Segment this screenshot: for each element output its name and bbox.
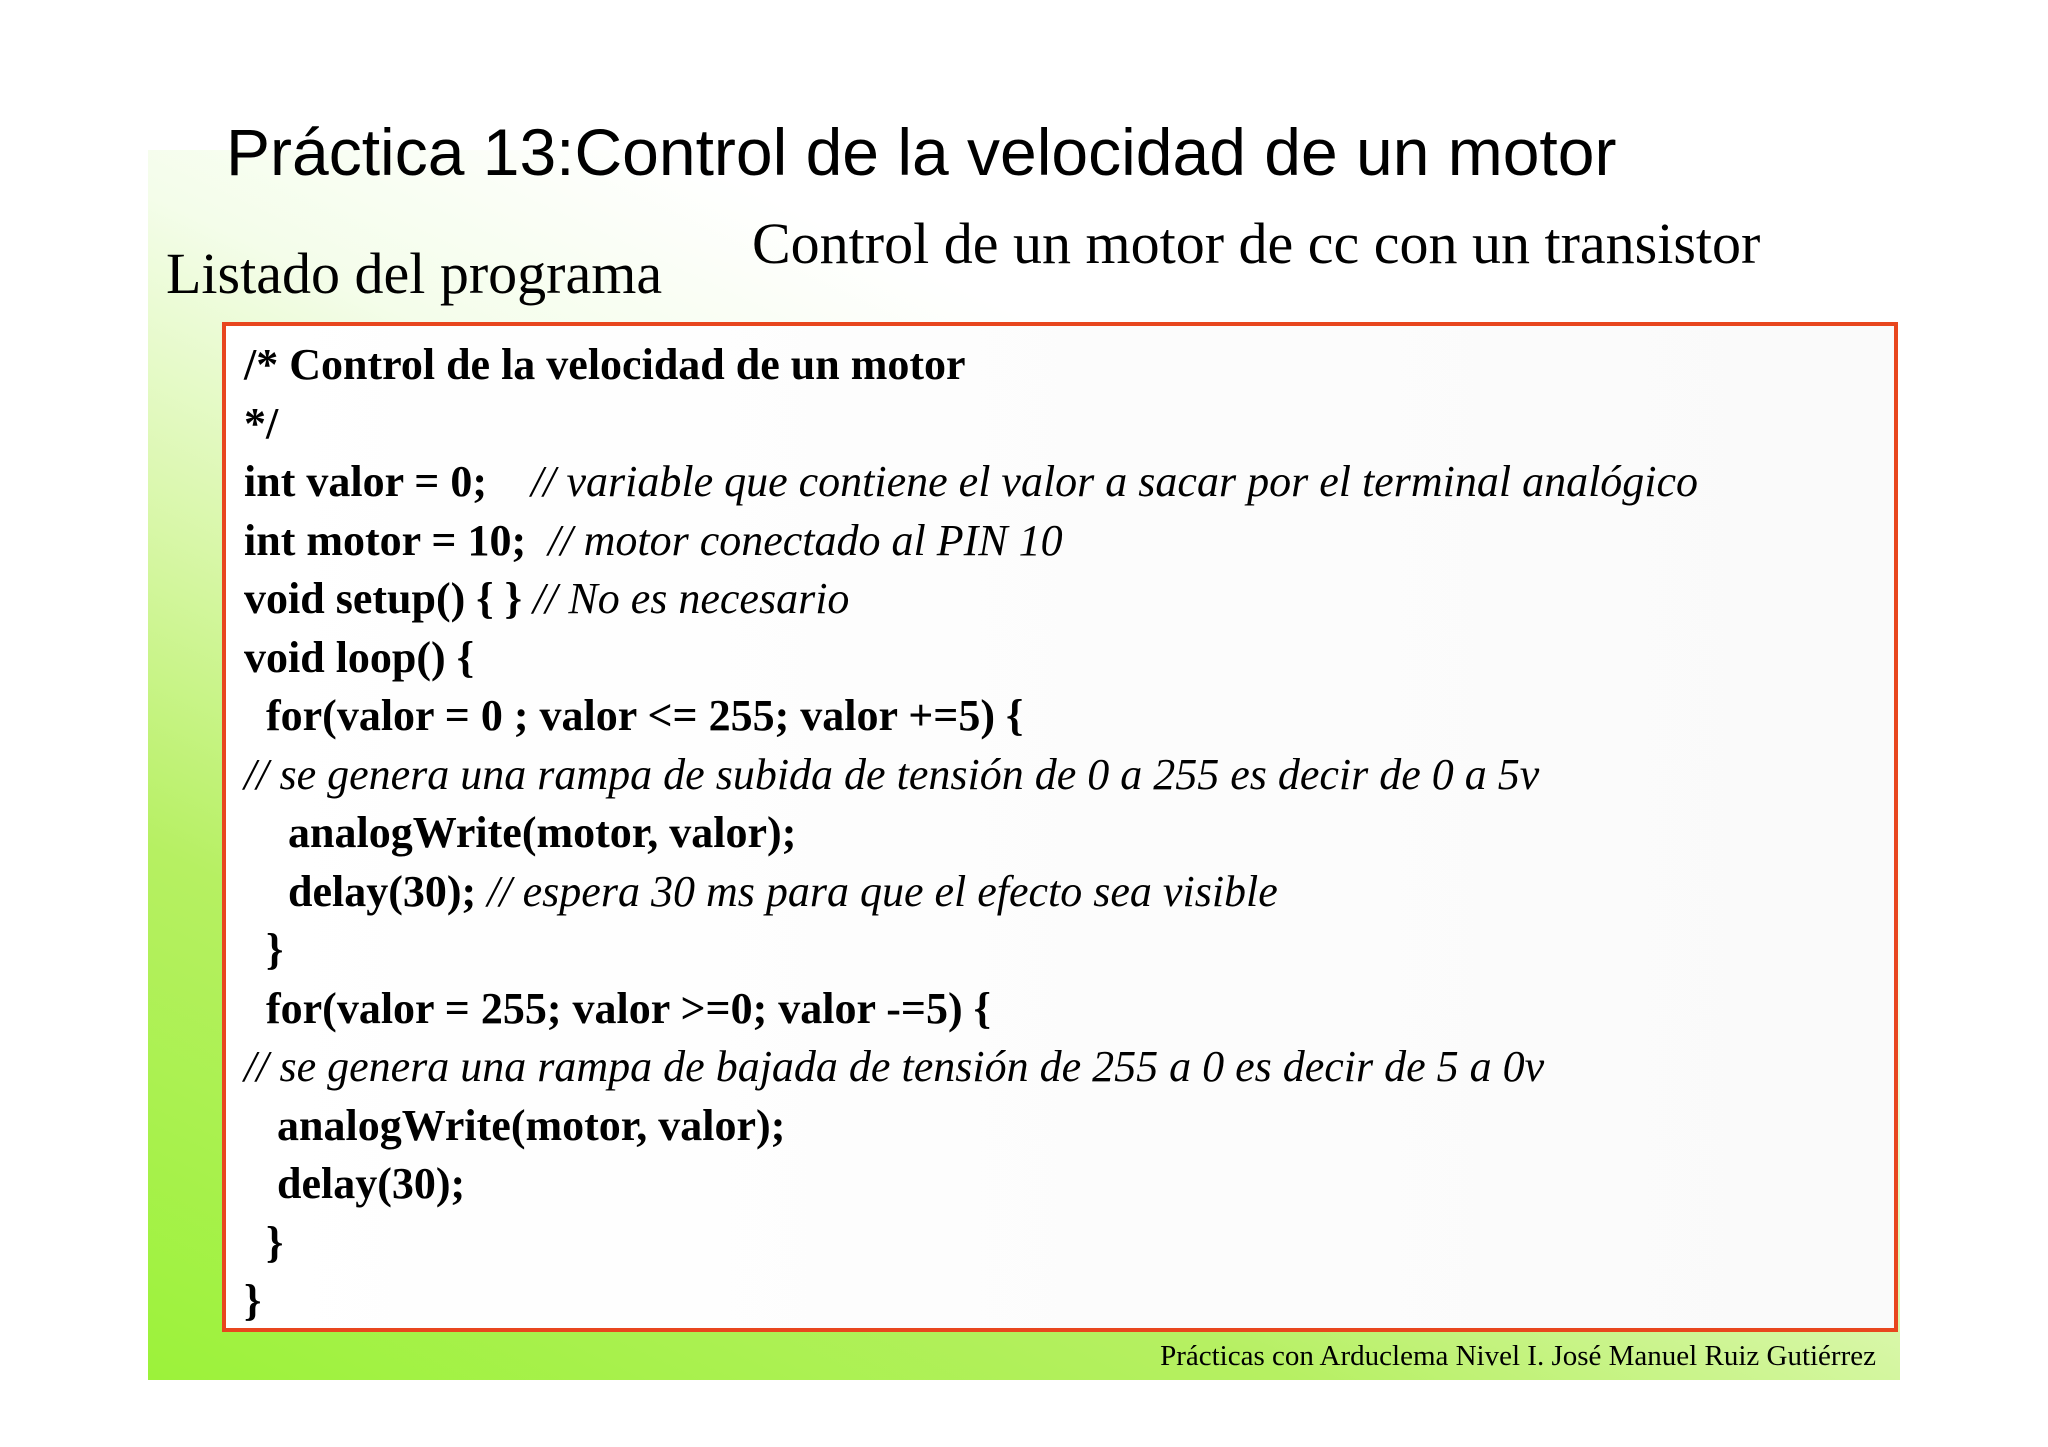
code-text: int motor = 10; xyxy=(244,515,549,565)
code-line xyxy=(244,921,1894,980)
slide-title: Práctica 13:Control de la velocidad de un motor xyxy=(226,115,1617,189)
code-comment: // No es necesario xyxy=(532,574,850,623)
code-line xyxy=(244,453,1894,512)
code-text: analogWrite(motor, valor); xyxy=(244,808,797,857)
code-text: int valor = 0; xyxy=(244,457,532,506)
code-text: } xyxy=(244,925,284,974)
code-line xyxy=(244,1038,1894,1097)
code-line xyxy=(244,336,1894,395)
code-text: for(valor = 0 ; valor <= 255; valor +=5) { xyxy=(244,691,1024,740)
code-line xyxy=(244,1214,1894,1273)
code-text: void setup() { } xyxy=(244,574,533,623)
section-label: Listado del programa xyxy=(166,241,663,306)
code-listing xyxy=(222,322,1898,1332)
slide-footer: Prácticas con Arduclema Nivel I. José Manuel Ruiz Gutiérrez xyxy=(1160,1340,1876,1372)
code-line xyxy=(244,629,1894,688)
code-text: } xyxy=(244,1217,284,1267)
code-comment: // espera 30 ms para que el efecto sea visible xyxy=(487,866,1278,916)
code-comment: // variable que contiene el valor a sacar por el terminal analógico xyxy=(531,457,1699,506)
code-comment: // se genera una rampa de subida de tensión de 0 a 255 es decir de 0 a 5v xyxy=(244,749,1540,799)
code-line xyxy=(244,746,1894,805)
slide-subtitle: Control de un motor de cc con un transistor xyxy=(752,211,1761,276)
code-text: } xyxy=(244,1276,262,1325)
code-text: /* Control de la velocidad de un motor xyxy=(244,340,966,389)
code-comment: // se genera una rampa de bajada de tensión de 255 a 0 es decir de 5 a 0v xyxy=(244,1042,1545,1091)
code-text: for(valor = 255; valor >=0; valor -=5) { xyxy=(244,983,991,1033)
code-line xyxy=(244,804,1894,863)
code-text: */ xyxy=(244,398,279,448)
code-line xyxy=(244,687,1894,746)
code-text: analogWrite(motor, valor); xyxy=(244,1100,786,1150)
code-text: delay(30); xyxy=(244,1159,466,1208)
code-line xyxy=(244,1155,1894,1214)
code-comment: // motor conectado al PIN 10 xyxy=(548,515,1063,565)
code-text: delay(30); xyxy=(244,866,488,916)
code-line xyxy=(244,1097,1894,1156)
code-line xyxy=(244,863,1894,922)
code-line xyxy=(244,512,1894,571)
code-line xyxy=(244,570,1894,629)
code-line xyxy=(244,395,1894,454)
code-line xyxy=(244,1272,1894,1331)
code-line xyxy=(244,980,1894,1039)
code-text: void loop() { xyxy=(244,632,475,682)
